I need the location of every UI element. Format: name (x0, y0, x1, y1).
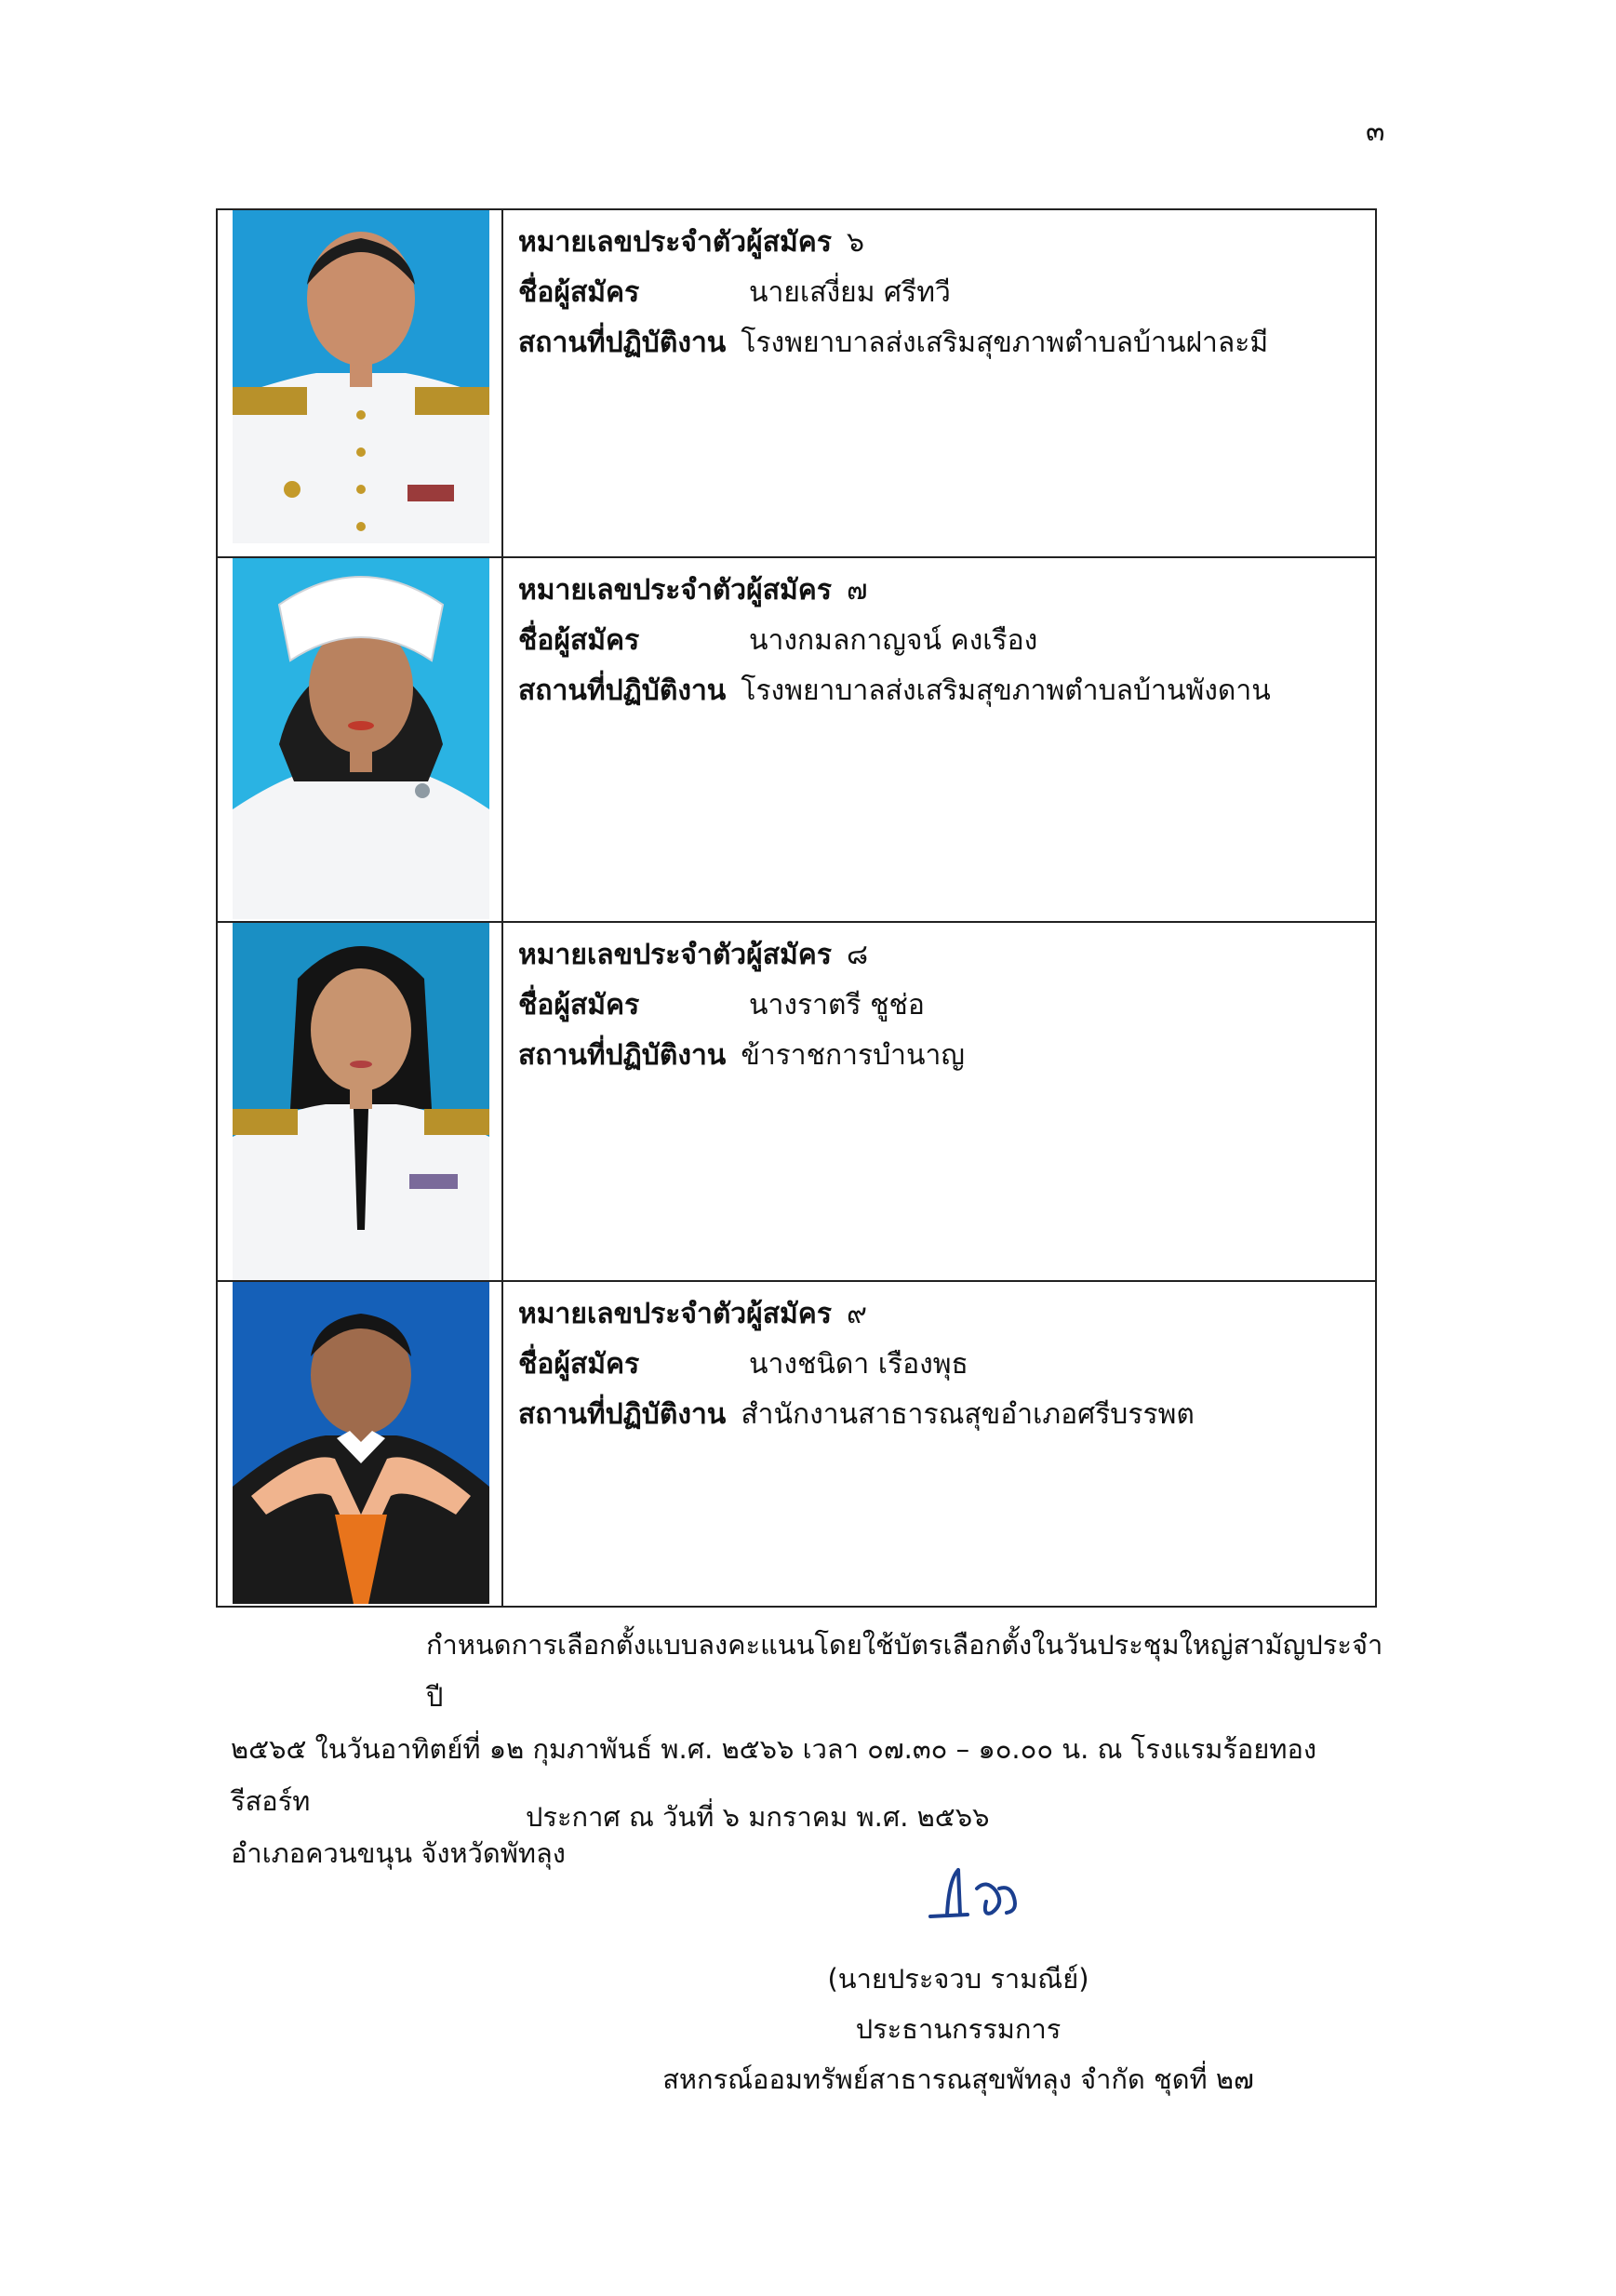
candidate-name-label: ชื่อผู้สมัคร (518, 624, 640, 657)
announcement-date: ประกาศ ณ วันที่ ๖ มกราคม พ.ศ. ๒๕๖๖ (526, 1801, 990, 1833)
page-number: ๓ (1366, 115, 1385, 148)
candidate-workplace: ข้าราชการบำนาญ (741, 1039, 965, 1072)
candidate-workplace-label: สถานที่ปฏิบัติงาน (518, 674, 727, 707)
candidate-row (217, 557, 1376, 922)
candidate-id-label: หมายเลขประจำตัวผู้สมัคร (518, 226, 832, 259)
signature-mark (921, 1861, 1033, 1935)
candidate-name: นายเสงี่ยม ศรีทวี (749, 276, 951, 309)
candidate-name-label: ชื่อผู้สมัคร (518, 989, 640, 1021)
candidate-workplace-label: สถานที่ปฏิบัติงาน (518, 1398, 727, 1431)
candidate-number: ๙ (847, 1298, 867, 1330)
candidate-photo (233, 1282, 489, 1604)
signer-position: ประธานกรรมการ (855, 2013, 1062, 2045)
signer-organization: สหกรณ์ออมทรัพย์สาธารณสุขพัทลุง จำกัด ชุดที่ ๒๗ (662, 2063, 1254, 2095)
candidate-name-label: ชื่อผู้สมัคร (518, 276, 640, 309)
signature-block (651, 1954, 1265, 2104)
announcement-line: กำหนดการเลือกตั้งแบบลงคะแนนโดยใช้บัตรเลือกตั้งในวันประชุมใหญ่สามัญประจำปี (426, 1629, 1383, 1713)
candidate-photo (233, 923, 489, 1280)
candidate-workplace: โรงพยาบาลส่งเสริมสุขภาพตำบลบ้านพังดาน (741, 674, 1271, 707)
candidate-number: ๖ (847, 226, 865, 259)
candidate-row (217, 209, 1376, 557)
candidate-id-label: หมายเลขประจำตัวผู้สมัคร (518, 1298, 832, 1330)
candidate-workplace-label: สถานที่ปฏิบัติงาน (518, 1039, 727, 1072)
candidate-workplace-label: สถานที่ปฏิบัติงาน (518, 327, 727, 359)
candidate-workplace: สำนักงานสาธารณสุขอำเภอศรีบรรพต (741, 1398, 1195, 1431)
candidate-name: นางชนิดา เรืองพุธ (749, 1348, 968, 1381)
announcement-line: ๒๕๖๕ ในวันอาทิตย์ที่ ๑๒ กุมภาพันธ์ พ.ศ. ๒๕๖๖ เวลา ๐๗.๓๐ – ๑๐.๐๐ น. ณ โรงแรมร้อยทองรีสอร์ท (231, 1733, 1317, 1817)
announcement-line: อำเภอควนขนุน จังหวัดพัทลุง (231, 1837, 566, 1869)
candidate-id-label: หมายเลขประจำตัวผู้สมัคร (518, 574, 832, 607)
candidate-row (217, 1281, 1376, 1607)
candidate-number: ๗ (847, 574, 868, 607)
candidate-number: ๘ (847, 939, 869, 971)
candidate-photo (233, 210, 489, 543)
candidate-id-label: หมายเลขประจำตัวผู้สมัคร (518, 939, 832, 971)
election-schedule-paragraph (231, 1619, 1394, 1879)
candidate-photo (233, 558, 489, 919)
candidate-name-label: ชื่อผู้สมัคร (518, 1348, 640, 1381)
candidate-workplace: โรงพยาบาลส่งเสริมสุขภาพตำบลบ้านฝาละมี (741, 327, 1269, 359)
candidate-row (217, 922, 1376, 1281)
candidate-table (216, 208, 1377, 1608)
signer-name: (นายประจวบ รามณีย์) (827, 1963, 1089, 1995)
candidate-name: นางราตรี ชูช่อ (749, 989, 925, 1021)
candidate-name: นางกมลกาญจน์ คงเรือง (749, 624, 1038, 657)
